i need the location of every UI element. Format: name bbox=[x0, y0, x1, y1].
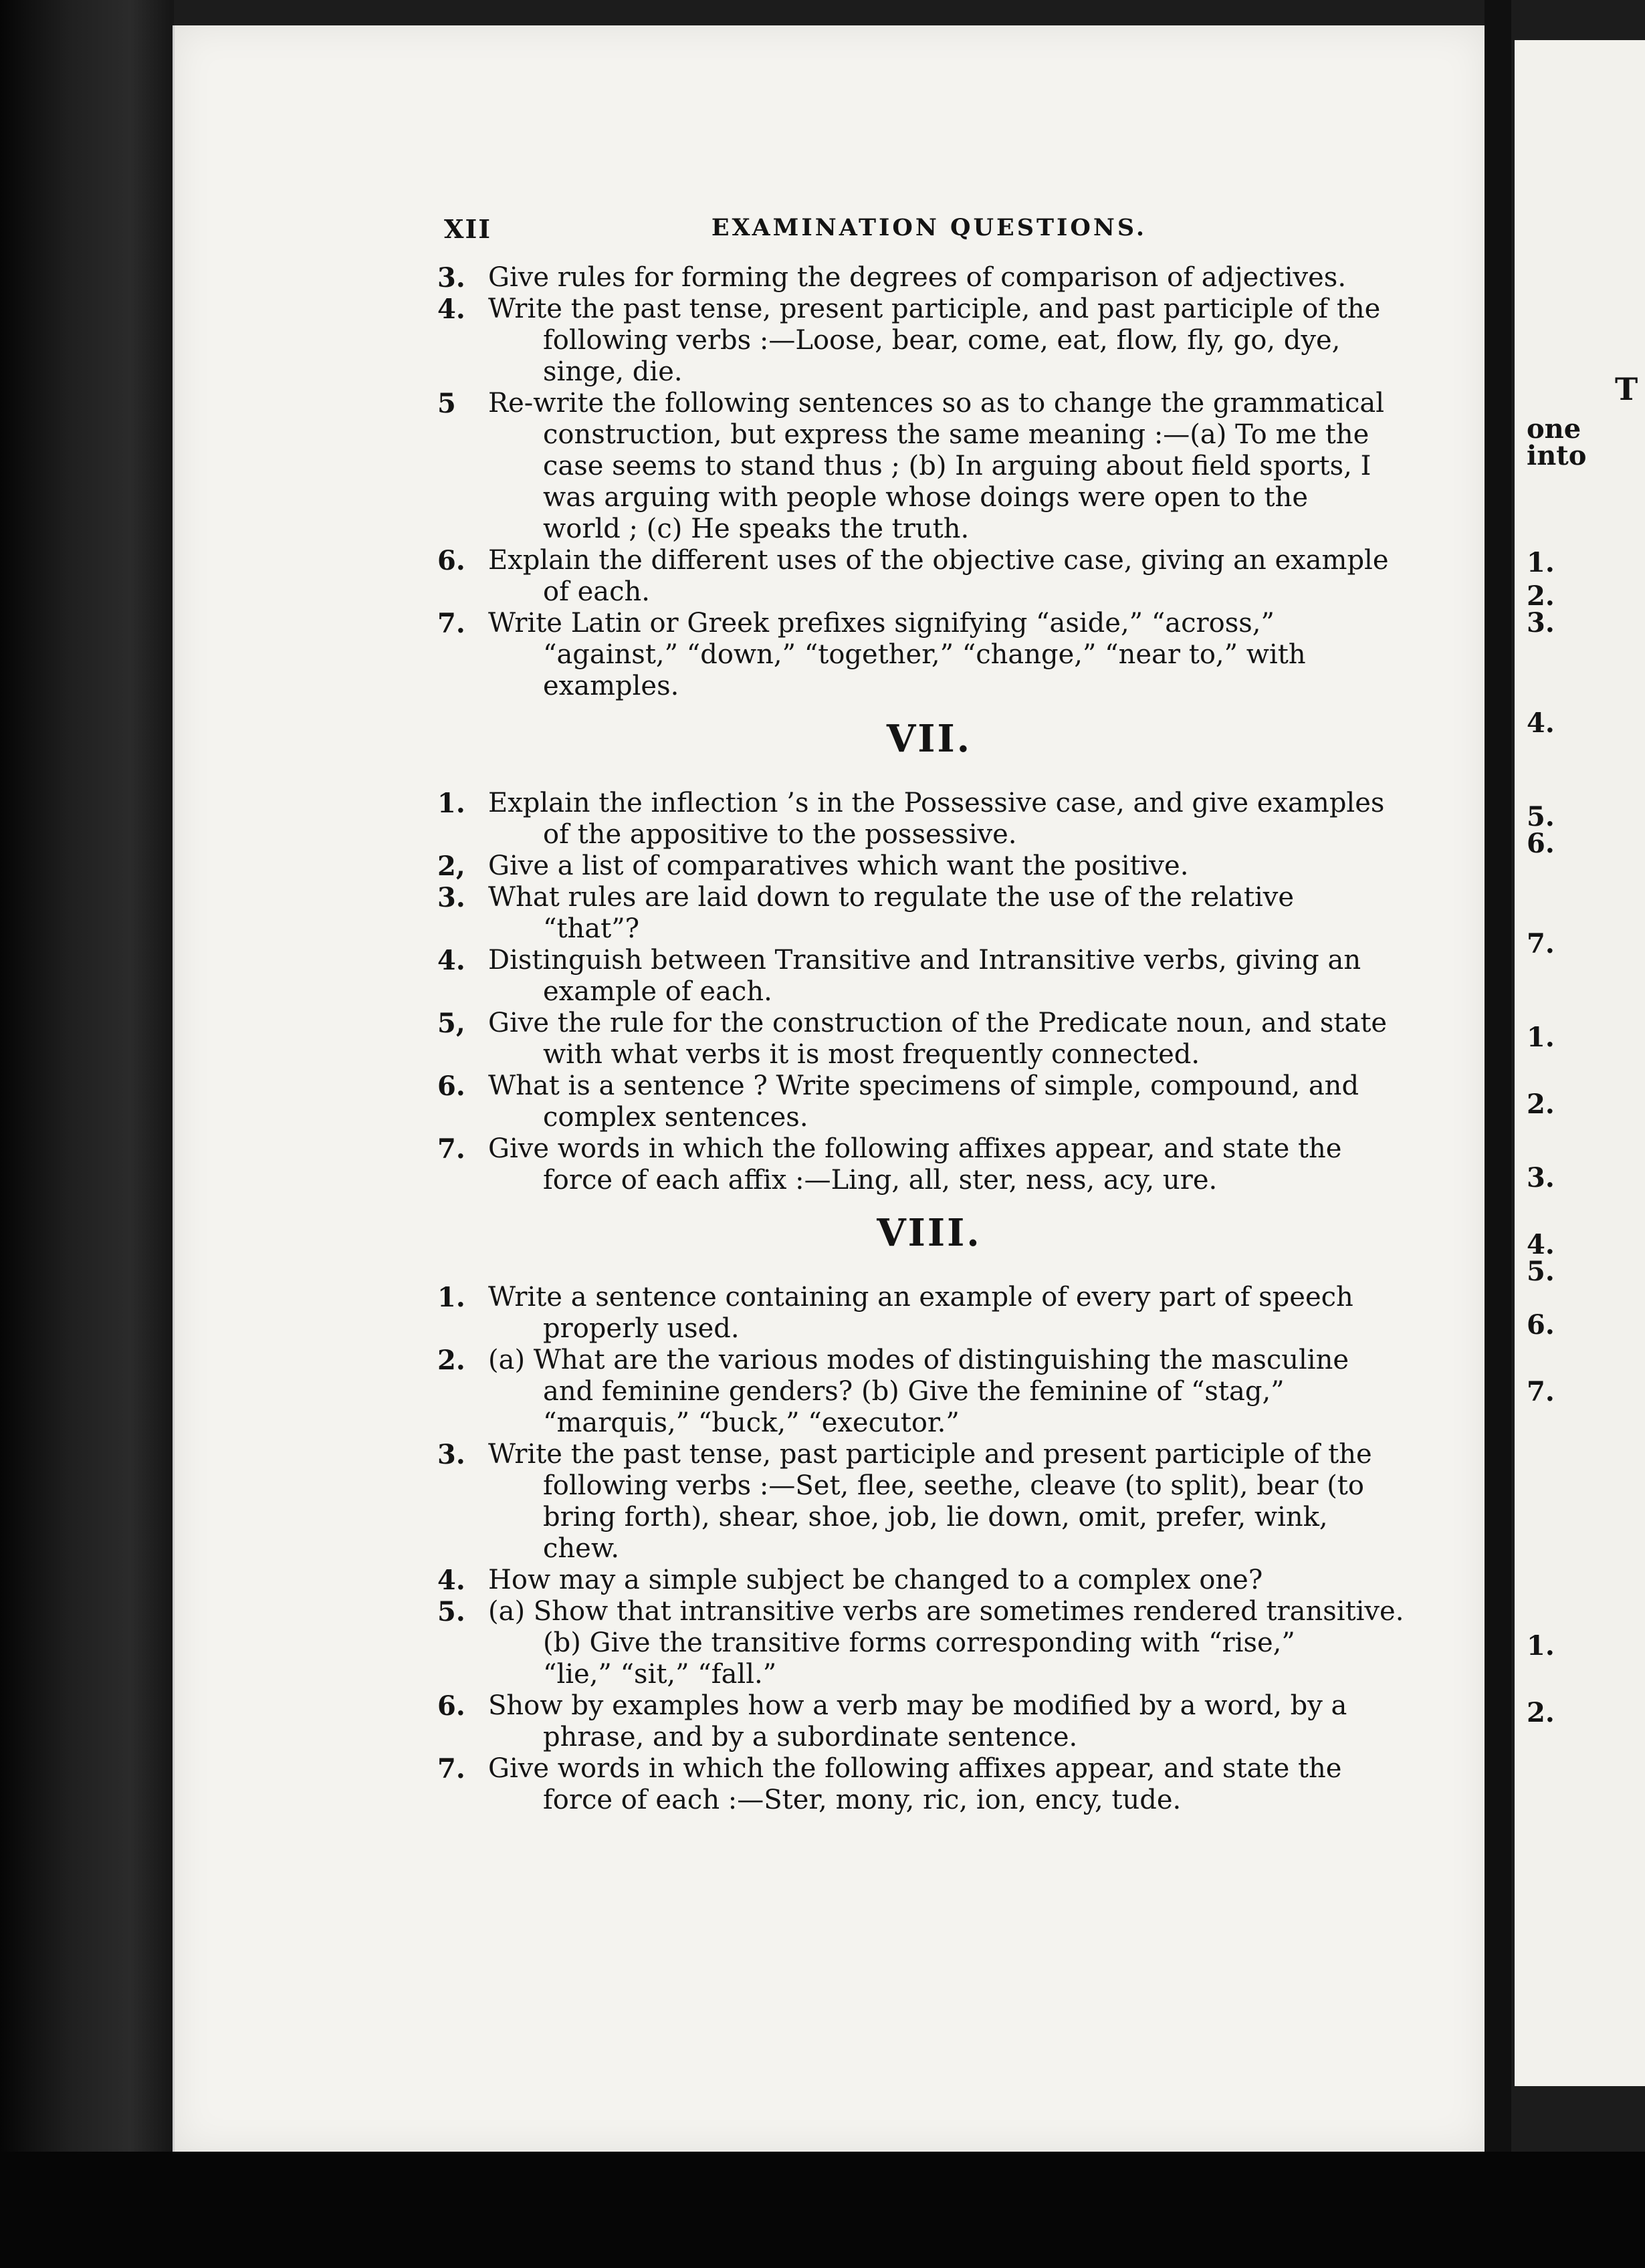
book-binding-shadow bbox=[0, 0, 174, 2268]
section bbox=[436, 262, 1422, 702]
question-line: case seems to stand thus ; (b) In arguing about field sports, I bbox=[543, 451, 1372, 481]
question-number: 5 bbox=[437, 388, 456, 419]
question bbox=[436, 1070, 1422, 1133]
facing-page-fragment: 5. bbox=[1527, 1256, 1555, 1287]
question-line: chew. bbox=[543, 1533, 620, 1564]
question-line: (a) Show that intransitive verbs are sometimes rendered transitive. bbox=[488, 1596, 1404, 1627]
question bbox=[436, 545, 1422, 608]
question-line: phrase, and by a subordinate sentence. bbox=[543, 1722, 1078, 1752]
question-line: Explain the inflection ’s in the Possessive case, and give examples bbox=[488, 788, 1385, 818]
question bbox=[436, 294, 1422, 388]
question bbox=[436, 608, 1422, 702]
facing-page-fragment: 3. bbox=[1527, 1162, 1555, 1194]
facing-page-fragment: 2. bbox=[1527, 580, 1555, 612]
question-line: Write the past tense, past participle and present participle of the bbox=[488, 1439, 1372, 1470]
facing-page-fragment: 4. bbox=[1527, 707, 1555, 739]
facing-page-edge bbox=[1515, 40, 1645, 2086]
question-line: Distinguish between Transitive and Intransitive verbs, giving an bbox=[488, 945, 1361, 976]
question bbox=[436, 1596, 1422, 1690]
facing-page-fragment: one bbox=[1527, 413, 1581, 445]
question-number: 6. bbox=[437, 545, 465, 576]
question-line: Write the past tense, present participle, and past participle of the bbox=[488, 294, 1381, 324]
question-number: 3. bbox=[437, 262, 465, 294]
question-line: properly used. bbox=[543, 1313, 740, 1344]
facing-page-fragment: T bbox=[1615, 371, 1638, 407]
running-title: EXAMINATION QUESTIONS. bbox=[711, 214, 1147, 241]
facing-page-fragment: 5. bbox=[1527, 801, 1555, 832]
facing-page-fragment: 1. bbox=[1527, 1630, 1555, 1662]
question bbox=[436, 850, 1422, 882]
question-number: 1. bbox=[437, 1282, 465, 1313]
question-line: (b) Give the transitive forms corresponding with “rise,” bbox=[543, 1627, 1295, 1658]
question-line: Give words in which the following affixes appear, and state the bbox=[488, 1753, 1342, 1784]
question-number: 6. bbox=[437, 1070, 465, 1102]
question bbox=[436, 788, 1422, 850]
question-number: 7. bbox=[437, 608, 465, 639]
facing-page-fragment: 6. bbox=[1527, 828, 1555, 859]
question-number: 4. bbox=[437, 945, 465, 976]
question-number: 6. bbox=[437, 1690, 465, 1722]
question bbox=[436, 1345, 1422, 1439]
question bbox=[436, 1282, 1422, 1345]
question-line: and feminine genders? (b) Give the feminine of “stag,” bbox=[543, 1376, 1285, 1407]
question-number: 2, bbox=[437, 850, 465, 882]
running-head bbox=[436, 201, 1422, 262]
question-line: was arguing with people whose doings were open to the bbox=[543, 482, 1308, 513]
facing-page-fragment: into bbox=[1527, 440, 1587, 471]
question-number: 3. bbox=[437, 1439, 465, 1470]
question-line: “against,” “down,” “together,” “change,” “near to,” with bbox=[543, 639, 1306, 670]
question bbox=[436, 1439, 1422, 1565]
question-number: 4. bbox=[437, 294, 465, 325]
question bbox=[436, 262, 1422, 294]
question-line: of each. bbox=[543, 576, 650, 607]
question-line: Give words in which the following affixes appear, and state the bbox=[488, 1133, 1342, 1164]
facing-page-fragment: 6. bbox=[1527, 1309, 1555, 1341]
section-title: VIII. bbox=[877, 1211, 982, 1255]
question-line: bring forth), shear, shoe, job, lie down, omit, prefer, wink, bbox=[543, 1502, 1328, 1533]
question-number: 3. bbox=[437, 882, 465, 913]
question-line: examples. bbox=[543, 671, 679, 701]
page-gutter bbox=[1485, 0, 1511, 2268]
question-line: Give a list of comparatives which want the positive. bbox=[488, 850, 1189, 881]
question-line: What rules are laid down to regulate the use of the relative bbox=[488, 882, 1295, 913]
question bbox=[436, 1690, 1422, 1753]
question-line: construction, but express the same meaning :—(a) To me the bbox=[543, 419, 1369, 450]
question bbox=[436, 1753, 1422, 1816]
question-line: force of each :—Ster, mony, ric, ion, ency, tude. bbox=[543, 1785, 1182, 1815]
section bbox=[436, 717, 1422, 1196]
question-line: Show by examples how a verb may be modified by a word, by a bbox=[488, 1690, 1347, 1721]
question-line: Explain the different uses of the objective case, giving an example bbox=[488, 545, 1389, 576]
question bbox=[436, 388, 1422, 545]
question-line: “marquis,” “buck,” “executor.” bbox=[543, 1407, 960, 1438]
question bbox=[436, 1008, 1422, 1070]
question-line: singe, die. bbox=[543, 356, 683, 387]
facing-page-fragment: 1. bbox=[1527, 1022, 1555, 1053]
facing-page-fragment: 2. bbox=[1527, 1089, 1555, 1120]
question-number: 7. bbox=[437, 1133, 465, 1165]
question-number: 5, bbox=[437, 1008, 465, 1039]
question-line: Give the rule for the construction of the Predicate noun, and state bbox=[488, 1008, 1388, 1038]
question-line: “lie,” “sit,” “fall.” bbox=[543, 1659, 777, 1690]
question-line: following verbs :—Loose, bear, come, eat, flow, fly, go, dye, bbox=[543, 325, 1341, 356]
facing-page-fragment: 4. bbox=[1527, 1229, 1555, 1260]
question-number: 7. bbox=[437, 1753, 465, 1785]
question bbox=[436, 1565, 1422, 1596]
question-line: force of each affix :—Ling, all, ster, ness, acy, ure. bbox=[543, 1165, 1218, 1196]
question-sections bbox=[436, 262, 1422, 1816]
question-line: example of each. bbox=[543, 976, 772, 1007]
question-line: complex sentences. bbox=[543, 1102, 808, 1133]
question-number: 5. bbox=[437, 1596, 465, 1627]
question-line: What is a sentence ? Write specimens of simple, compound, and bbox=[488, 1070, 1359, 1101]
question bbox=[436, 945, 1422, 1008]
question-line: How may a simple subject be changed to a complex one? bbox=[488, 1565, 1263, 1595]
question-line: of the appositive to the possessive. bbox=[543, 819, 1017, 850]
question-number: 4. bbox=[437, 1565, 465, 1596]
question-line: (a) What are the various modes of distinguishing the masculine bbox=[488, 1345, 1349, 1375]
question-line: Write Latin or Greek prefixes signifying “aside,” “across,” bbox=[488, 608, 1275, 639]
section bbox=[436, 1211, 1422, 1816]
question-line: world ; (c) He speaks the truth. bbox=[543, 514, 970, 544]
facing-page-fragment: 7. bbox=[1527, 1376, 1555, 1407]
question-line: “that”? bbox=[543, 913, 640, 944]
question-line: Write a sentence containing an example of every part of speech bbox=[488, 1282, 1353, 1313]
question-number: 1. bbox=[437, 788, 465, 819]
scan-border bbox=[0, 2152, 1645, 2268]
facing-page-fragment: 1. bbox=[1527, 547, 1555, 578]
question-number: 2. bbox=[437, 1345, 465, 1376]
question bbox=[436, 1133, 1422, 1196]
page-text bbox=[436, 201, 1422, 1816]
question-line: following verbs :—Set, flee, seethe, cleave (to split), bear (to bbox=[543, 1470, 1364, 1501]
question bbox=[436, 882, 1422, 945]
facing-page-fragment: 7. bbox=[1527, 928, 1555, 959]
question-line: with what verbs it is most frequently connected. bbox=[543, 1039, 1200, 1070]
facing-page-fragment: 3. bbox=[1527, 607, 1555, 639]
question-line: Re-write the following sentences so as to change the grammatical bbox=[488, 388, 1385, 419]
section-title: VII. bbox=[886, 717, 972, 761]
page-number: XII bbox=[444, 214, 492, 244]
question-line: Give rules for forming the degrees of comparison of adjectives. bbox=[488, 262, 1347, 293]
facing-page-fragment: 2. bbox=[1527, 1697, 1555, 1728]
